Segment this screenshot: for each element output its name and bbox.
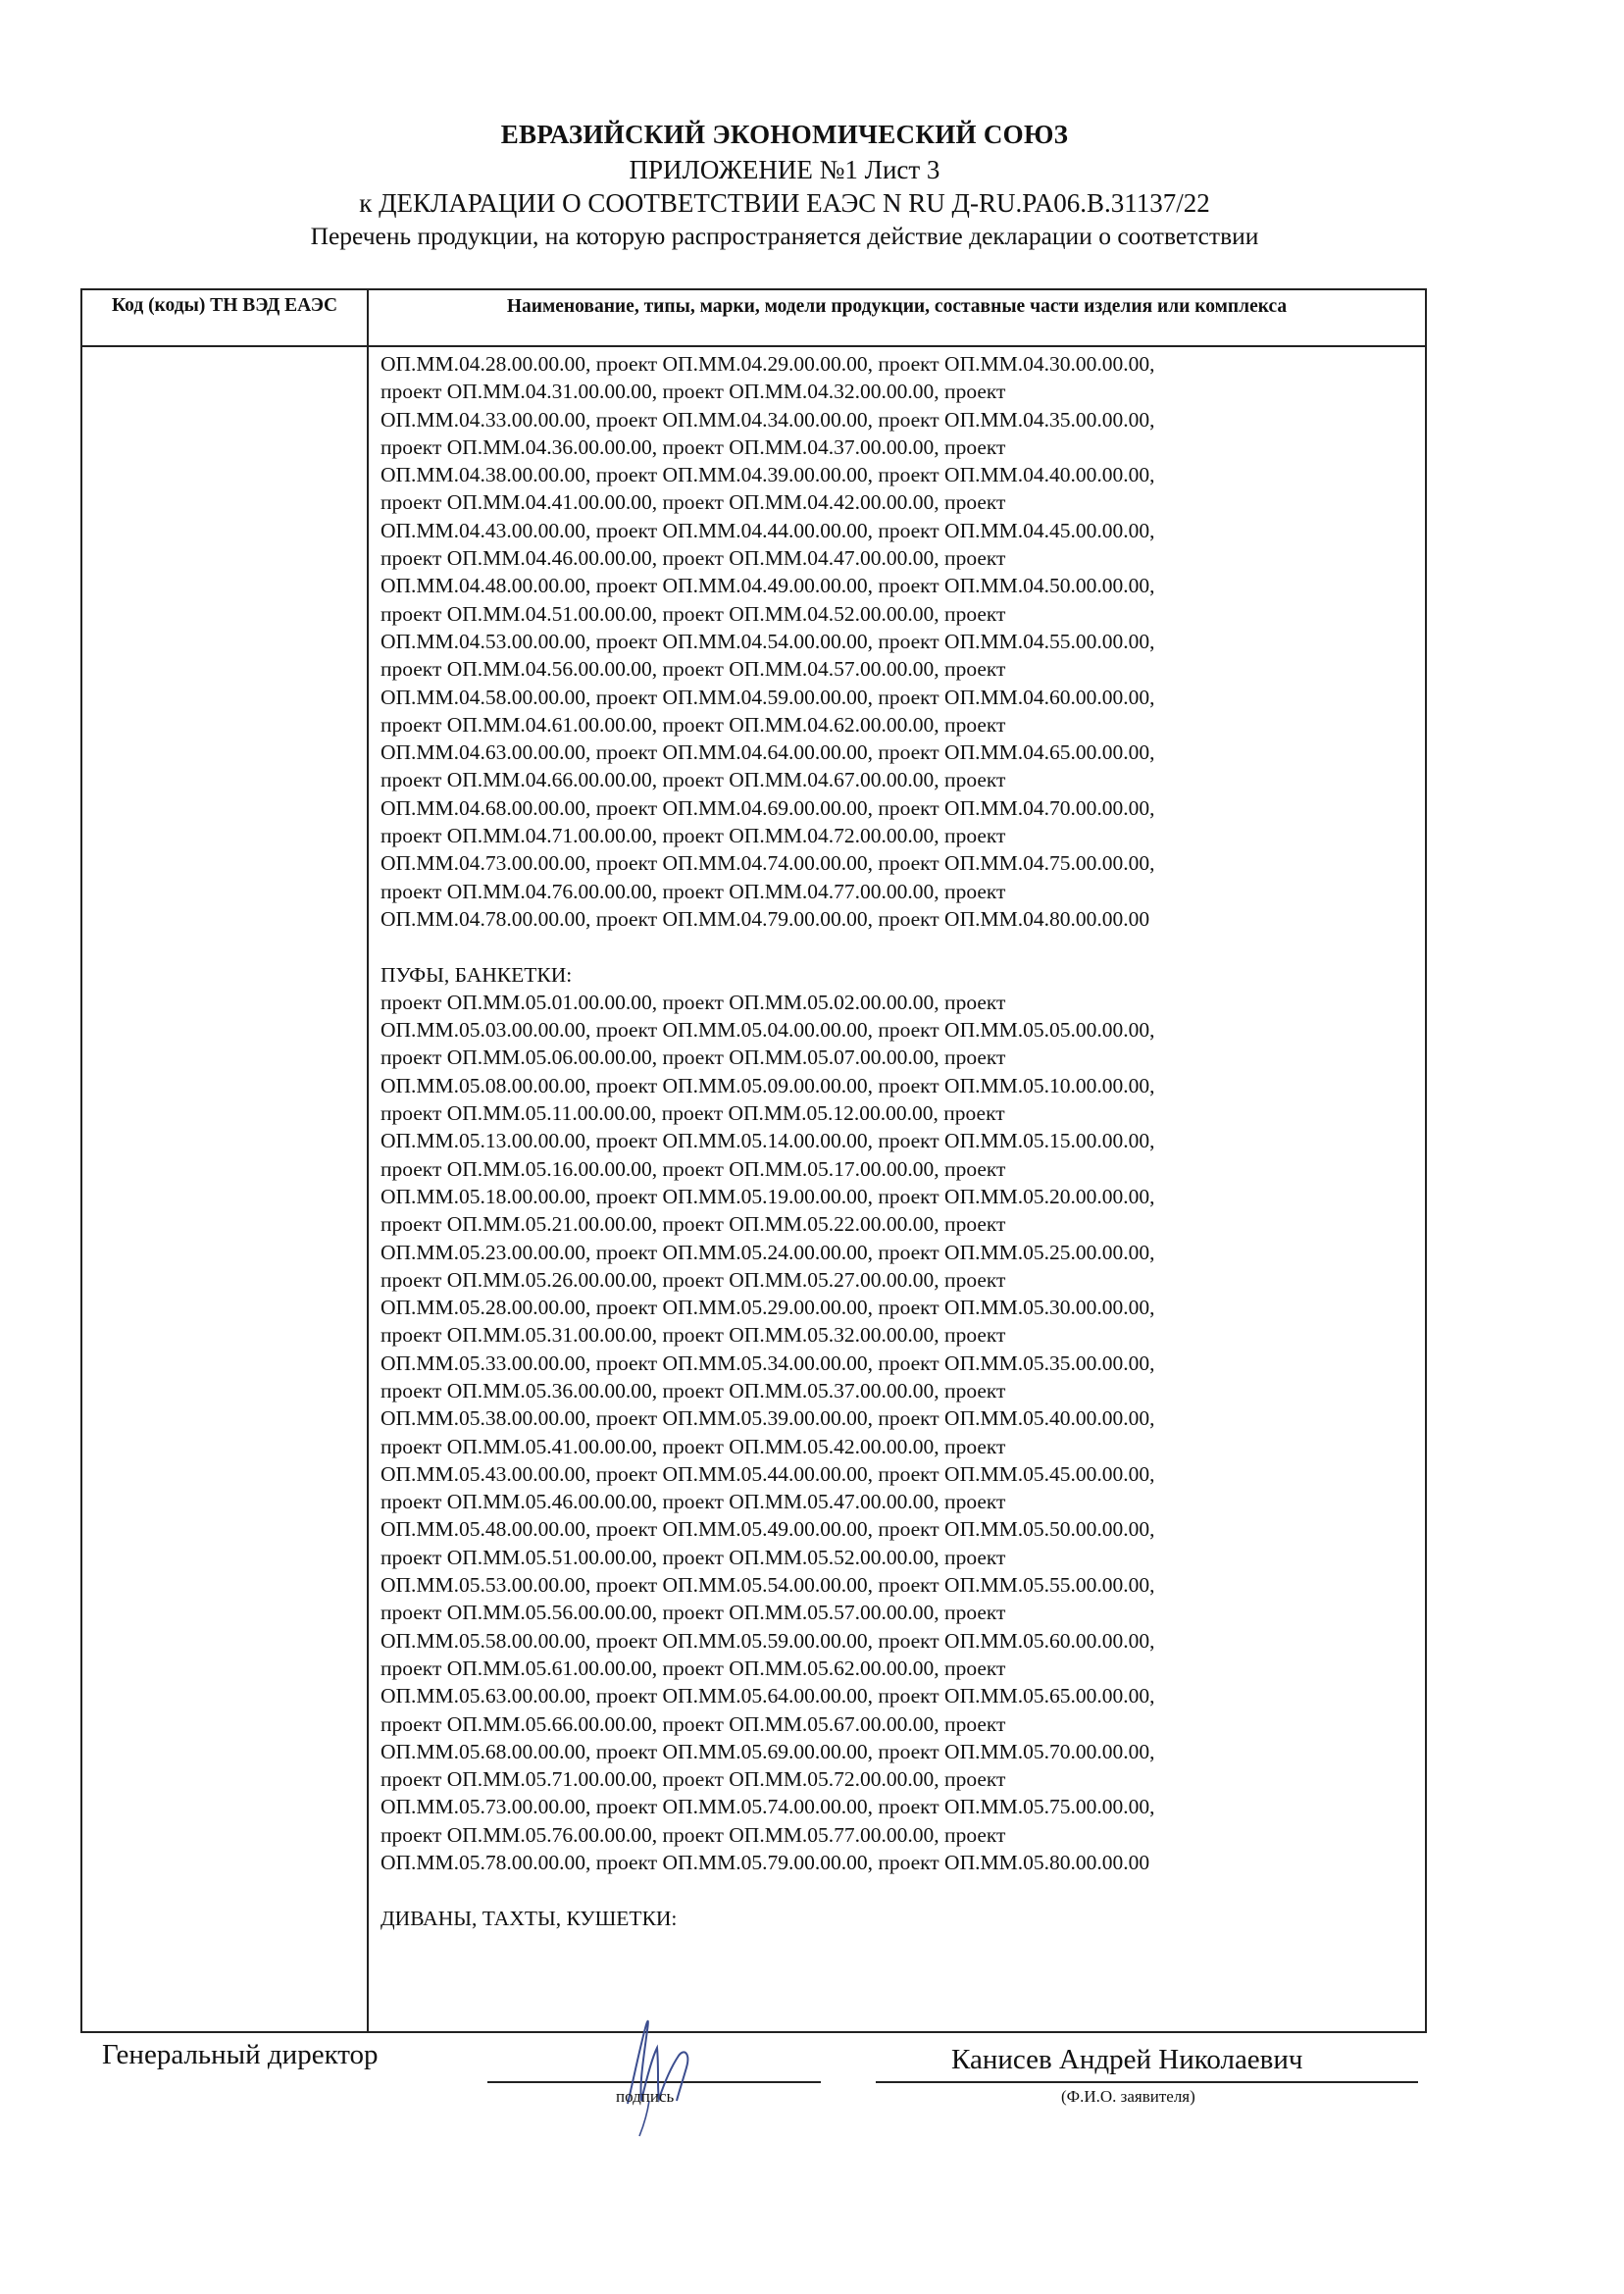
products-table [80, 288, 1427, 2033]
product-line: ОП.ММ.04.53.00.00.00, проект ОП.ММ.04.54.00.00.00, проект ОП.ММ.04.55.00.00.00, [381, 629, 1155, 653]
signature-caption: подпись [616, 2087, 675, 2106]
product-line: проект ОП.ММ.04.51.00.00.00, проект ОП.ММ.04.52.00.00.00, проект [381, 601, 1006, 626]
product-line: проект ОП.ММ.05.71.00.00.00, проект ОП.ММ.05.72.00.00.00, проект [381, 1767, 1006, 1792]
appendix-title: ПРИЛОЖЕНИЕ №1 Лист 3 [629, 155, 940, 184]
product-line: проект ОП.ММ.04.56.00.00.00, проект ОП.ММ.04.57.00.00.00, проект [381, 657, 1006, 682]
column-divider [367, 290, 369, 2031]
list-subtitle: Перечень продукции, на которую распространяется действие декларации о соответствии [310, 222, 1259, 250]
product-block-05 [381, 989, 1420, 1877]
product-line: проект ОП.ММ.05.31.00.00.00, проект ОП.ММ.05.32.00.00.00, проект [381, 1323, 1006, 1348]
product-line: проект ОП.ММ.04.41.00.00.00, проект ОП.ММ.04.42.00.00.00, проект [381, 490, 1006, 515]
product-line: ОП.ММ.05.03.00.00.00, проект ОП.ММ.05.04.00.00.00, проект ОП.ММ.05.05.00.00.00, [381, 1018, 1155, 1043]
product-line: ОП.ММ.05.78.00.00.00, проект ОП.ММ.05.79.00.00.00, проект ОП.ММ.05.80.00.00.00 [381, 1851, 1150, 1875]
product-line: ОП.ММ.05.18.00.00.00, проект ОП.ММ.05.19.00.00.00, проект ОП.ММ.05.20.00.00.00, [381, 1184, 1155, 1208]
product-block-04 [381, 350, 1420, 933]
product-line: ОП.ММ.05.33.00.00.00, проект ОП.ММ.05.34.00.00.00, проект ОП.ММ.05.35.00.00.00, [381, 1351, 1155, 1375]
product-line: ОП.ММ.04.68.00.00.00, проект ОП.ММ.04.69.00.00.00, проект ОП.ММ.04.70.00.00.00, [381, 795, 1155, 820]
product-line: проект ОП.ММ.04.36.00.00.00, проект ОП.ММ.04.37.00.00.00, проект [381, 434, 1006, 459]
product-line: проект ОП.ММ.04.61.00.00.00, проект ОП.ММ.04.62.00.00.00, проект [381, 712, 1006, 737]
product-line: проект ОП.ММ.05.11.00.00.00, проект ОП.ММ.05.12.00.00.00, проект [381, 1101, 1005, 1126]
product-line: ОП.ММ.05.63.00.00.00, проект ОП.ММ.05.64.00.00.00, проект ОП.ММ.05.65.00.00.00, [381, 1684, 1155, 1708]
product-line: проект ОП.ММ.05.01.00.00.00, проект ОП.ММ.05.02.00.00.00, проект [381, 990, 1006, 1014]
product-line: проект ОП.ММ.04.31.00.00.00, проект ОП.ММ.04.32.00.00.00, проект [381, 380, 1006, 404]
product-line: проект ОП.ММ.05.61.00.00.00, проект ОП.ММ.05.62.00.00.00, проект [381, 1656, 1006, 1680]
product-line: ОП.ММ.05.13.00.00.00, проект ОП.ММ.05.14.00.00.00, проект ОП.ММ.05.15.00.00.00, [381, 1129, 1155, 1153]
product-line: проект ОП.ММ.04.46.00.00.00, проект ОП.ММ.04.47.00.00.00, проект [381, 546, 1006, 571]
product-line: проект ОП.ММ.04.76.00.00.00, проект ОП.ММ.04.77.00.00.00, проект [381, 879, 1006, 903]
section-title-poufs: ПУФЫ, БАНКЕТКИ: [381, 962, 573, 987]
signer-position: Генеральный директор [102, 2039, 379, 2070]
col-name-header: Наименование, типы, марки, модели продукции, составные части изделия или комплекса [506, 296, 1288, 317]
product-line: проект ОП.ММ.05.76.00.00.00, проект ОП.ММ.05.77.00.00.00, проект [381, 1822, 1006, 1847]
product-line: проект ОП.ММ.05.21.00.00.00, проект ОП.ММ.05.22.00.00.00, проект [381, 1212, 1006, 1237]
product-line: ОП.ММ.05.73.00.00.00, проект ОП.ММ.05.74.00.00.00, проект ОП.ММ.05.75.00.00.00, [381, 1795, 1155, 1819]
product-line: ОП.ММ.04.58.00.00.00, проект ОП.ММ.04.59.00.00.00, проект ОП.ММ.04.60.00.00.00, [381, 685, 1155, 709]
product-line: ОП.ММ.04.43.00.00.00, проект ОП.ММ.04.44.00.00.00, проект ОП.ММ.04.45.00.00.00, [381, 518, 1155, 542]
union-title: ЕВРАЗИЙСКИЙ ЭКОНОМИЧЕСКИЙ СОЮЗ [500, 120, 1069, 149]
declaration-number: к ДЕКЛАРАЦИИ О СООТВЕТСТВИИ ЕАЭС N RU Д-RU.PA06.B.31137/22 [359, 188, 1210, 218]
product-line: ОП.ММ.04.33.00.00.00, проект ОП.ММ.04.34.00.00.00, проект ОП.ММ.04.35.00.00.00, [381, 407, 1155, 432]
handwritten-signature [588, 1991, 726, 2138]
signer-name: Канисев Андрей Николаевич [951, 2044, 1303, 2075]
product-line: ОП.ММ.04.38.00.00.00, проект ОП.ММ.04.39.00.00.00, проект ОП.ММ.04.40.00.00.00, [381, 463, 1155, 487]
product-line: ОП.ММ.05.28.00.00.00, проект ОП.ММ.05.29.00.00.00, проект ОП.ММ.05.30.00.00.00, [381, 1296, 1155, 1320]
table-header-row [82, 290, 1425, 347]
spacer [381, 933, 1420, 960]
product-line: проект ОП.ММ.04.66.00.00.00, проект ОП.ММ.04.67.00.00.00, проект [381, 768, 1006, 792]
product-line: ОП.ММ.04.73.00.00.00, проект ОП.ММ.04.74.00.00.00, проект ОП.ММ.04.75.00.00.00, [381, 851, 1155, 876]
product-line: ОП.ММ.05.68.00.00.00, проект ОП.ММ.05.69.00.00.00, проект ОП.ММ.05.70.00.00.00, [381, 1739, 1155, 1763]
product-line: ОП.ММ.05.48.00.00.00, проект ОП.ММ.05.49.00.00.00, проект ОП.ММ.05.50.00.00.00, [381, 1517, 1155, 1542]
product-line: проект ОП.ММ.05.26.00.00.00, проект ОП.ММ.05.27.00.00.00, проект [381, 1267, 1006, 1292]
product-line: проект ОП.ММ.04.71.00.00.00, проект ОП.ММ.04.72.00.00.00, проект [381, 824, 1006, 848]
name-line [876, 2081, 1418, 2083]
product-line: ОП.ММ.05.08.00.00.00, проект ОП.ММ.05.09.00.00.00, проект ОП.ММ.05.10.00.00.00, [381, 1073, 1155, 1097]
product-line: ОП.ММ.04.48.00.00.00, проект ОП.ММ.04.49.00.00.00, проект ОП.ММ.04.50.00.00.00, [381, 574, 1155, 598]
product-line: ОП.ММ.05.23.00.00.00, проект ОП.ММ.05.24.00.00.00, проект ОП.ММ.05.25.00.00.00, [381, 1240, 1155, 1264]
document-header [0, 116, 1569, 253]
col-code-header: Код (коды) ТН ВЭД ЕАЭС [111, 295, 338, 316]
spacer [381, 1876, 1420, 1904]
product-line: ОП.ММ.05.38.00.00.00, проект ОП.ММ.05.39.00.00.00, проект ОП.ММ.05.40.00.00.00, [381, 1406, 1155, 1431]
product-line: проект ОП.ММ.05.16.00.00.00, проект ОП.ММ.05.17.00.00.00, проект [381, 1156, 1006, 1181]
product-line: ОП.ММ.05.53.00.00.00, проект ОП.ММ.05.54.00.00.00, проект ОП.ММ.05.55.00.00.00, [381, 1573, 1155, 1598]
product-line: проект ОП.ММ.05.46.00.00.00, проект ОП.ММ.05.47.00.00.00, проект [381, 1490, 1006, 1514]
product-line: ОП.ММ.04.28.00.00.00, проект ОП.ММ.04.29.00.00.00, проект ОП.ММ.04.30.00.00.00, [381, 352, 1155, 376]
name-caption: (Ф.И.О. заявителя) [1061, 2087, 1195, 2106]
products-content [381, 350, 1420, 1932]
product-line: проект ОП.ММ.05.51.00.00.00, проект ОП.ММ.05.52.00.00.00, проект [381, 1545, 1006, 1569]
product-line: проект ОП.ММ.05.56.00.00.00, проект ОП.ММ.05.57.00.00.00, проект [381, 1601, 1006, 1625]
product-line: ОП.ММ.04.78.00.00.00, проект ОП.ММ.04.79.00.00.00, проект ОП.ММ.04.80.00.00.00 [381, 906, 1150, 931]
product-line: проект ОП.ММ.05.66.00.00.00, проект ОП.ММ.05.67.00.00.00, проект [381, 1711, 1006, 1736]
product-line: ОП.ММ.04.63.00.00.00, проект ОП.ММ.04.64.00.00.00, проект ОП.ММ.04.65.00.00.00, [381, 740, 1155, 765]
product-line: ОП.ММ.05.58.00.00.00, проект ОП.ММ.05.59.00.00.00, проект ОП.ММ.05.60.00.00.00, [381, 1628, 1155, 1653]
product-line: ОП.ММ.05.43.00.00.00, проект ОП.ММ.05.44.00.00.00, проект ОП.ММ.05.45.00.00.00, [381, 1461, 1155, 1486]
product-line: проект ОП.ММ.05.36.00.00.00, проект ОП.ММ.05.37.00.00.00, проект [381, 1378, 1006, 1402]
product-line: проект ОП.ММ.05.41.00.00.00, проект ОП.ММ.05.42.00.00.00, проект [381, 1434, 1006, 1458]
product-line: проект ОП.ММ.05.06.00.00.00, проект ОП.ММ.05.07.00.00.00, проект [381, 1045, 1006, 1070]
section-title-sofas: ДИВАНЫ, ТАХТЫ, КУШЕТКИ: [381, 1906, 678, 1930]
